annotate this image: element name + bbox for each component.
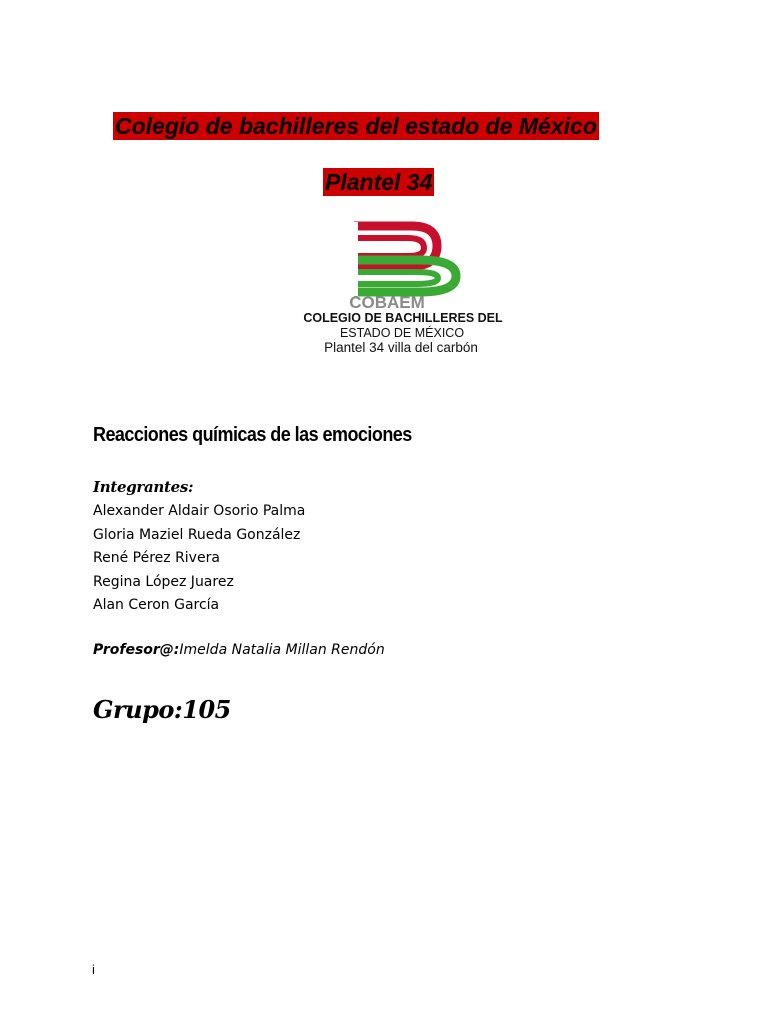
group-label: Grupo:105 <box>93 695 231 724</box>
school-title: Colegio de bachilleres del estado de México <box>115 113 597 139</box>
member-item: Regina López Juarez <box>93 573 234 590</box>
logo-line-2: ESTADO DE MÉXICO <box>339 326 465 340</box>
member-item: Alan Ceron García <box>93 597 220 613</box>
logo-line-3: Plantel 34 villa del carbón <box>324 340 478 355</box>
logo-emblem-icon <box>348 222 456 296</box>
member-item: Alexander Aldair Osorio Palma <box>93 503 306 519</box>
campus-title: Plantel 34 <box>325 169 433 195</box>
page-number: i <box>92 962 95 977</box>
members-list <box>93 500 305 618</box>
cobaem-logo <box>262 208 562 398</box>
logo-acronym: COBAEM <box>349 293 425 312</box>
member-item: René Pérez Rivera <box>93 550 220 566</box>
logo-line-1: COLEGIO DE BACHILLERES DEL <box>303 311 503 325</box>
members-label: Integrantes: <box>93 478 194 496</box>
teacher-name: Imelda Natalia Millan Rendón <box>179 642 385 658</box>
teacher-label: Profesor@: <box>93 642 180 658</box>
subject-title: Reacciones químicas de las emociones <box>93 424 412 446</box>
teacher-line <box>93 642 385 658</box>
member-item: Gloria Maziel Rueda González <box>93 526 301 543</box>
